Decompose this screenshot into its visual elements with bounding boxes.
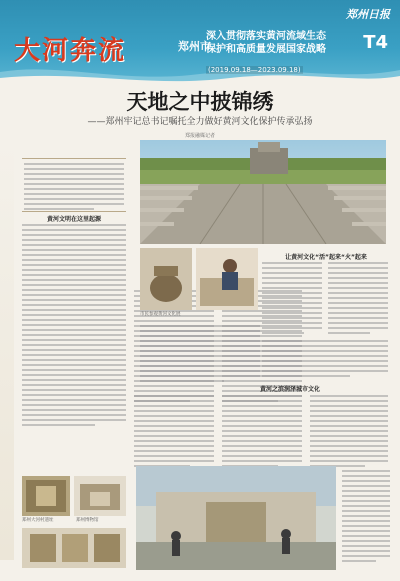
column-text-7 [262, 340, 388, 380]
column-text-4 [262, 262, 322, 337]
column-text-11 [342, 470, 390, 565]
visitor-illustration [196, 248, 258, 310]
slogan [206, 30, 326, 56]
relic-photo-1 [140, 248, 192, 310]
column-text-8 [134, 395, 214, 470]
museum-illustration [74, 476, 126, 516]
column-text-5 [328, 262, 388, 337]
museum-photo [74, 476, 126, 516]
exhibition-illustration [136, 466, 336, 570]
site-photo [22, 476, 70, 516]
byline: 郑报融媒记者 [184, 133, 215, 139]
subheadline: ——郑州牢记总书记嘱托全力做好黄河文化保护传承弘扬 [87, 117, 313, 127]
column-text-10 [310, 395, 388, 470]
museum-caption: 郑州博物馆 [76, 518, 99, 523]
column-title: 大河奔流 [14, 36, 127, 66]
display-illustration [22, 528, 126, 568]
exhibition-photo [136, 466, 336, 570]
section-heading-1: 黄河文明在这里起源 [46, 216, 101, 223]
page-number: T4 [363, 32, 388, 53]
slogan-line-2: 保护和高质量发展国家战略 [206, 44, 326, 55]
column-text-6 [140, 325, 260, 385]
column-text-9 [222, 395, 302, 470]
headline: 天地之中披锦绣 [126, 89, 274, 114]
date-range: (2019.09.18—2023.09.18) [208, 66, 301, 74]
lead-text [24, 163, 124, 213]
margin-strip [0, 140, 14, 560]
column-text-1 [22, 224, 126, 429]
site-caption: 郑州大河村遗址 [22, 518, 54, 523]
bronze-vessel-illustration [140, 248, 192, 310]
section-heading-2: 让黄河文化“活”起来“火”起来 [285, 254, 367, 261]
relic-photo-2 [196, 248, 258, 310]
section-heading-3: 黄河之滨润泽城市文化 [259, 386, 320, 393]
city-label: 郑州市 [178, 40, 211, 53]
relic-display-photo [22, 528, 126, 568]
slogan-line-1: 深入贯彻落实黄河流域生态 [206, 31, 326, 42]
site-illustration [22, 476, 70, 516]
monument-illustration [140, 140, 386, 244]
lead-paragraph [22, 158, 126, 212]
masthead [0, 0, 400, 88]
paper-logo: 郑州日报 [346, 8, 390, 21]
monument-photo [140, 140, 386, 244]
photo-caption-1: 市民参观黄河文化展 [140, 312, 181, 317]
